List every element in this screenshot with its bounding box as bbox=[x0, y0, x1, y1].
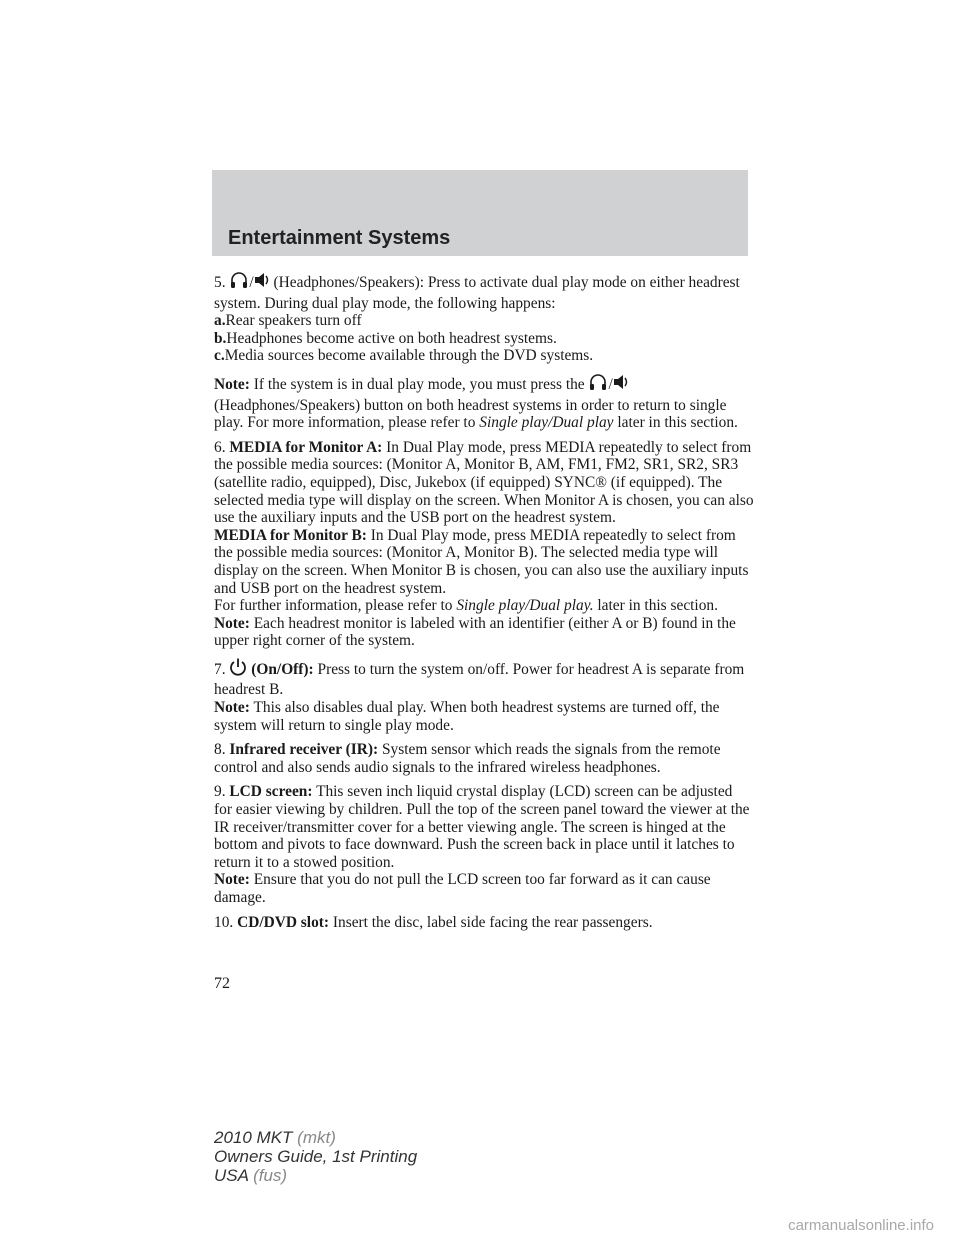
item-7-note: Note: This also disables dual play. When both headrest systems are turned off, the system will return to single play mode. bbox=[214, 699, 720, 734]
footer-line-1: 2010 MKT (mkt) bbox=[214, 1128, 336, 1147]
item-5: 5. / (Headphones/Speakers): Press to activate dual play mode on either headrest system. During dual play mode, the following happens: bbox=[214, 270, 754, 312]
page-number: 72 bbox=[214, 975, 230, 992]
speaker-icon bbox=[254, 270, 270, 295]
list-item-b: b.Headphones become active on both headrest systems. bbox=[214, 329, 557, 347]
headphones-icon bbox=[588, 372, 608, 397]
power-icon bbox=[229, 657, 247, 682]
item-6-note: Note: Each headrest monitor is labeled with an identifier (either A or B) found in the upper right corner of the system. bbox=[214, 614, 736, 650]
speaker-icon bbox=[613, 372, 629, 397]
item-5-note: Note: If the system is in dual play mode, you must press the / (Headphones/Speakers) button on both headrest systems in order to return to single play. For more information, please refer to Single play/Dual play later in this section. bbox=[214, 372, 754, 432]
section-title: Entertainment Systems bbox=[228, 227, 451, 249]
list-item-a: a.Rear speakers turn off bbox=[214, 312, 362, 330]
item-6-monitor-b: MEDIA for Monitor B: In Dual Play mode, press MEDIA repeatedly to select from the possible media sources: (Monitor A, Monitor B). The selected media type will display on the screen. When Monitor B is chosen, you can also use the auxiliary inputs and USB port on the headrest system. bbox=[214, 526, 749, 597]
item-6: 6. MEDIA for Monitor A: In Dual Play mode, press MEDIA repeatedly to select from the possible media sources: (Monitor A, Monitor B, AM, FM1, FM2, SR1, SR2, SR3 (satellite radio, equipped), Disc, Jukebox (if equipped) SYNC® (if equipped). The selected media type will display on the screen. When Monitor A is chosen, you can also use the auxiliary inputs and the USB port on the headrest system. bbox=[214, 438, 754, 527]
manual-content bbox=[214, 270, 754, 931]
item-7: 7. (On/Off): Press to turn the system on/off. Power for headrest A is separate from headrest B. bbox=[214, 657, 754, 699]
item-10: 10. CD/DVD slot: Insert the disc, label side facing the rear passengers. bbox=[214, 913, 653, 931]
watermark: carmanualsonline.info bbox=[788, 1217, 934, 1234]
headphones-icon bbox=[229, 270, 249, 295]
list-item-c: c.Media sources become available through the DVD systems. bbox=[214, 347, 594, 365]
section-header bbox=[212, 170, 748, 256]
item-9-note: Note: Ensure that you do not pull the LCD screen too far forward as it can cause damage. bbox=[214, 871, 711, 906]
print-footer bbox=[214, 1128, 417, 1185]
item-8: 8. Infrared receiver (IR): System sensor which reads the signals from the remote control and also sends audio signals to the infrared wireless headphones. bbox=[214, 741, 721, 776]
item-6-further: For further information, please refer to Single play/Dual play. later in this section. bbox=[214, 597, 718, 615]
footer-line-2: Owners Guide, 1st Printing bbox=[214, 1147, 418, 1166]
footer-line-3: USA (fus) bbox=[214, 1166, 288, 1185]
item-9: 9. LCD screen: This seven inch liquid crystal display (LCD) screen can be adjusted for easier viewing by children. Pull the top of the screen panel toward the viewer at the IR receiver/transmitter cover for a better viewing angle. The screen is hinged at the bottom and pivots to face downward. Push the screen back in place until it latches to return it to a stowed position. bbox=[214, 783, 750, 871]
